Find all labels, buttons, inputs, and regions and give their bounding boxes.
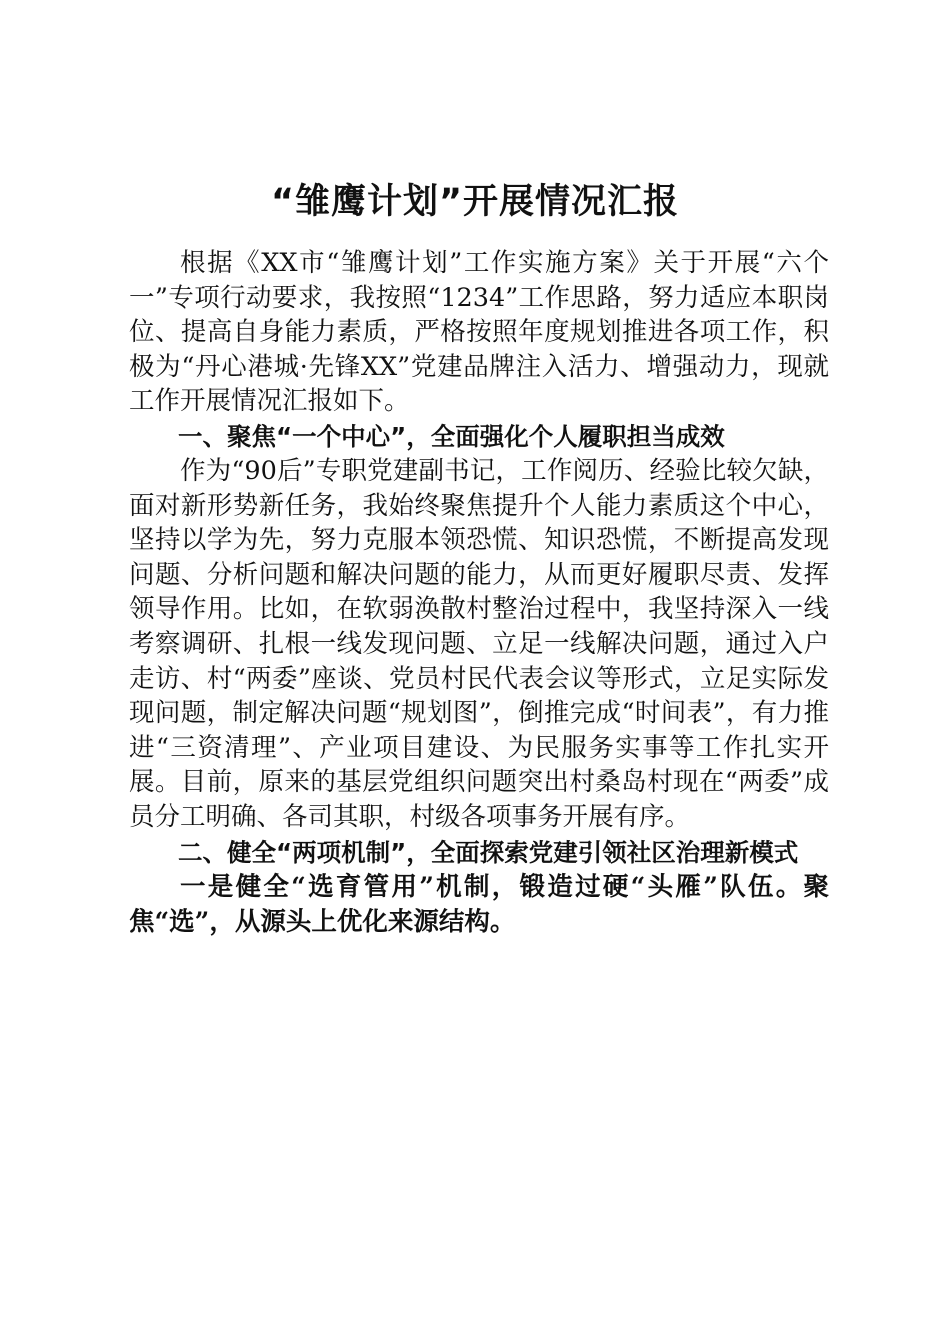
section-1-paragraph: 作为“90后”专职党建副书记，工作阅历、经验比较欠缺，面对新形势新任务，我始终聚焦提升个人能力素质这个中心，坚持以学为先，努力克服本领恐慌、知识恐慌，不断提高发现问题、分析问题和解决问题的能力，从而更好履职尽责、发挥领导作用。比如，在软弱涣散村整治过程中，我坚持深入一线考察调研、扎根一线发现问题、立足一线解决问题，通过入户走访、村“两委”座谈、党员村民代表会议等形式，立足实际发现问题，制定解决问题“规划图”，倒推完成“时间表”，有力推进“三资清理”、产业项目建设、为民服务实事等工作扎实开展。目前，原来的基层党组织问题突出村桑岛村现在“两委”成员分工明确、各司其职，村级各项事务开展有序。 bbox=[129, 455, 829, 832]
section-2-heading: 二、健全“两项机制”，全面探索党建引领社区治理新模式 bbox=[178, 837, 799, 867]
section-2-subsection: 一是健全“选育管用”机制，锻造过硬“头雁”队伍。聚焦“选”，从源头上优化来源结构。 bbox=[129, 871, 829, 937]
document-title: “雏鹰计划”开展情况汇报 bbox=[270, 182, 679, 222]
intro-paragraph: 根据《XX市“雏鹰计划”工作实施方案》关于开展“六个一”专项行动要求，我按照“1234”工作思路，努力适应本职岗位、提高自身能力素质，严格按照年度规划推进各项工作，积极为“丹心港城·先锋XX”党建品牌注入活力、增强动力，现就工作开展情况汇报如下。 bbox=[129, 248, 829, 417]
document-body bbox=[129, 246, 829, 940]
section-1-heading: 一、聚焦“一个中心”，全面强化个人履职担当成效 bbox=[178, 421, 725, 451]
